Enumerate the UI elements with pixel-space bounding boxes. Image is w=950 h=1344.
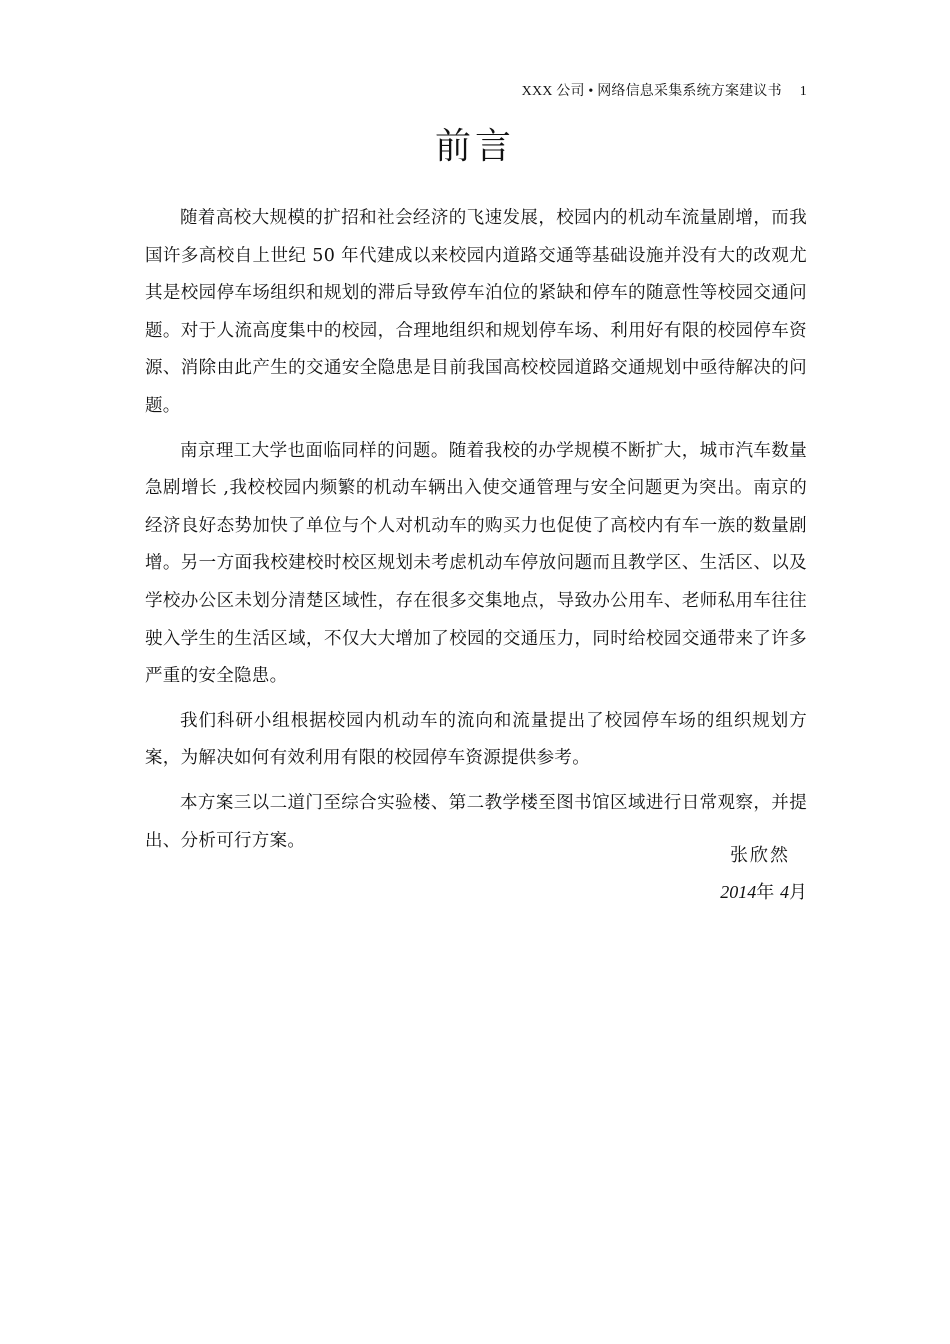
date-year-unit: 年 [756,882,775,903]
page-title: 前言 [434,126,515,167]
preface-body [145,200,807,867]
signature-date [720,874,807,911]
paragraph-1: 随着高校大规模的扩招和社会经济的飞速发展，校园内的机动车流量剧增，而我国许多高校自上世纪 50 年代建成以来校园内道路交通等基础设施并没有大的改观尤其是校园停车场组织和规划的滞后导致停车泊位的紧缺和停车的随意性等校园交通问题。对于人流高度集中的校园，合理地组织和规划停车场、利用好有限的校园停车资源、消除由此产生的交通安全隐患是目前我国高校校园道路交通规划中亟待解决的问题。 [145,208,807,416]
paragraph-3: 我们科研小组根据校园内机动车的流向和流量提出了校园停车场的组织规划方案，为解决如何有效利用有限的校园停车资源提供参考。 [145,710,807,769]
date-month-unit: 月 [789,882,807,903]
running-header [522,80,807,100]
date-month: 4 [780,882,789,902]
paragraph-2: 南京理工大学也面临同样的问题。随着我校的办学规模不断扩大，城市汽车数量急剧增长 ,我校校园内频繁的机动车辆出入使交通管理与安全问题更为突出。南京的经济良好态势加快了单位与个人对机动车的购买力也促使了高校内有车一族的数量剧增。另一方面我校建校时校区规划未考虑机动车停放问题而且教学区、生活区、以及学校办公区未划分清楚区域性，存在很多交集地点，导致办公用车、老师私用车往往驶入学生的生活区域，不仅大大增加了校园的交通压力，同时给校园交通带来了许多严重的安全隐患。 [145,440,807,687]
page-number: 1 [799,84,807,99]
author-signature: 张欣然 [730,845,790,866]
header-title: XXX 公司 • 网络信息采集系统方案建议书 [521,84,782,99]
paragraph-4: 本方案三以二道门至综合实验楼、第二教学楼至图书馆区域进行日常观察，并提出、分析可行方案。 [145,792,807,851]
date-year: 2014 [720,882,757,902]
